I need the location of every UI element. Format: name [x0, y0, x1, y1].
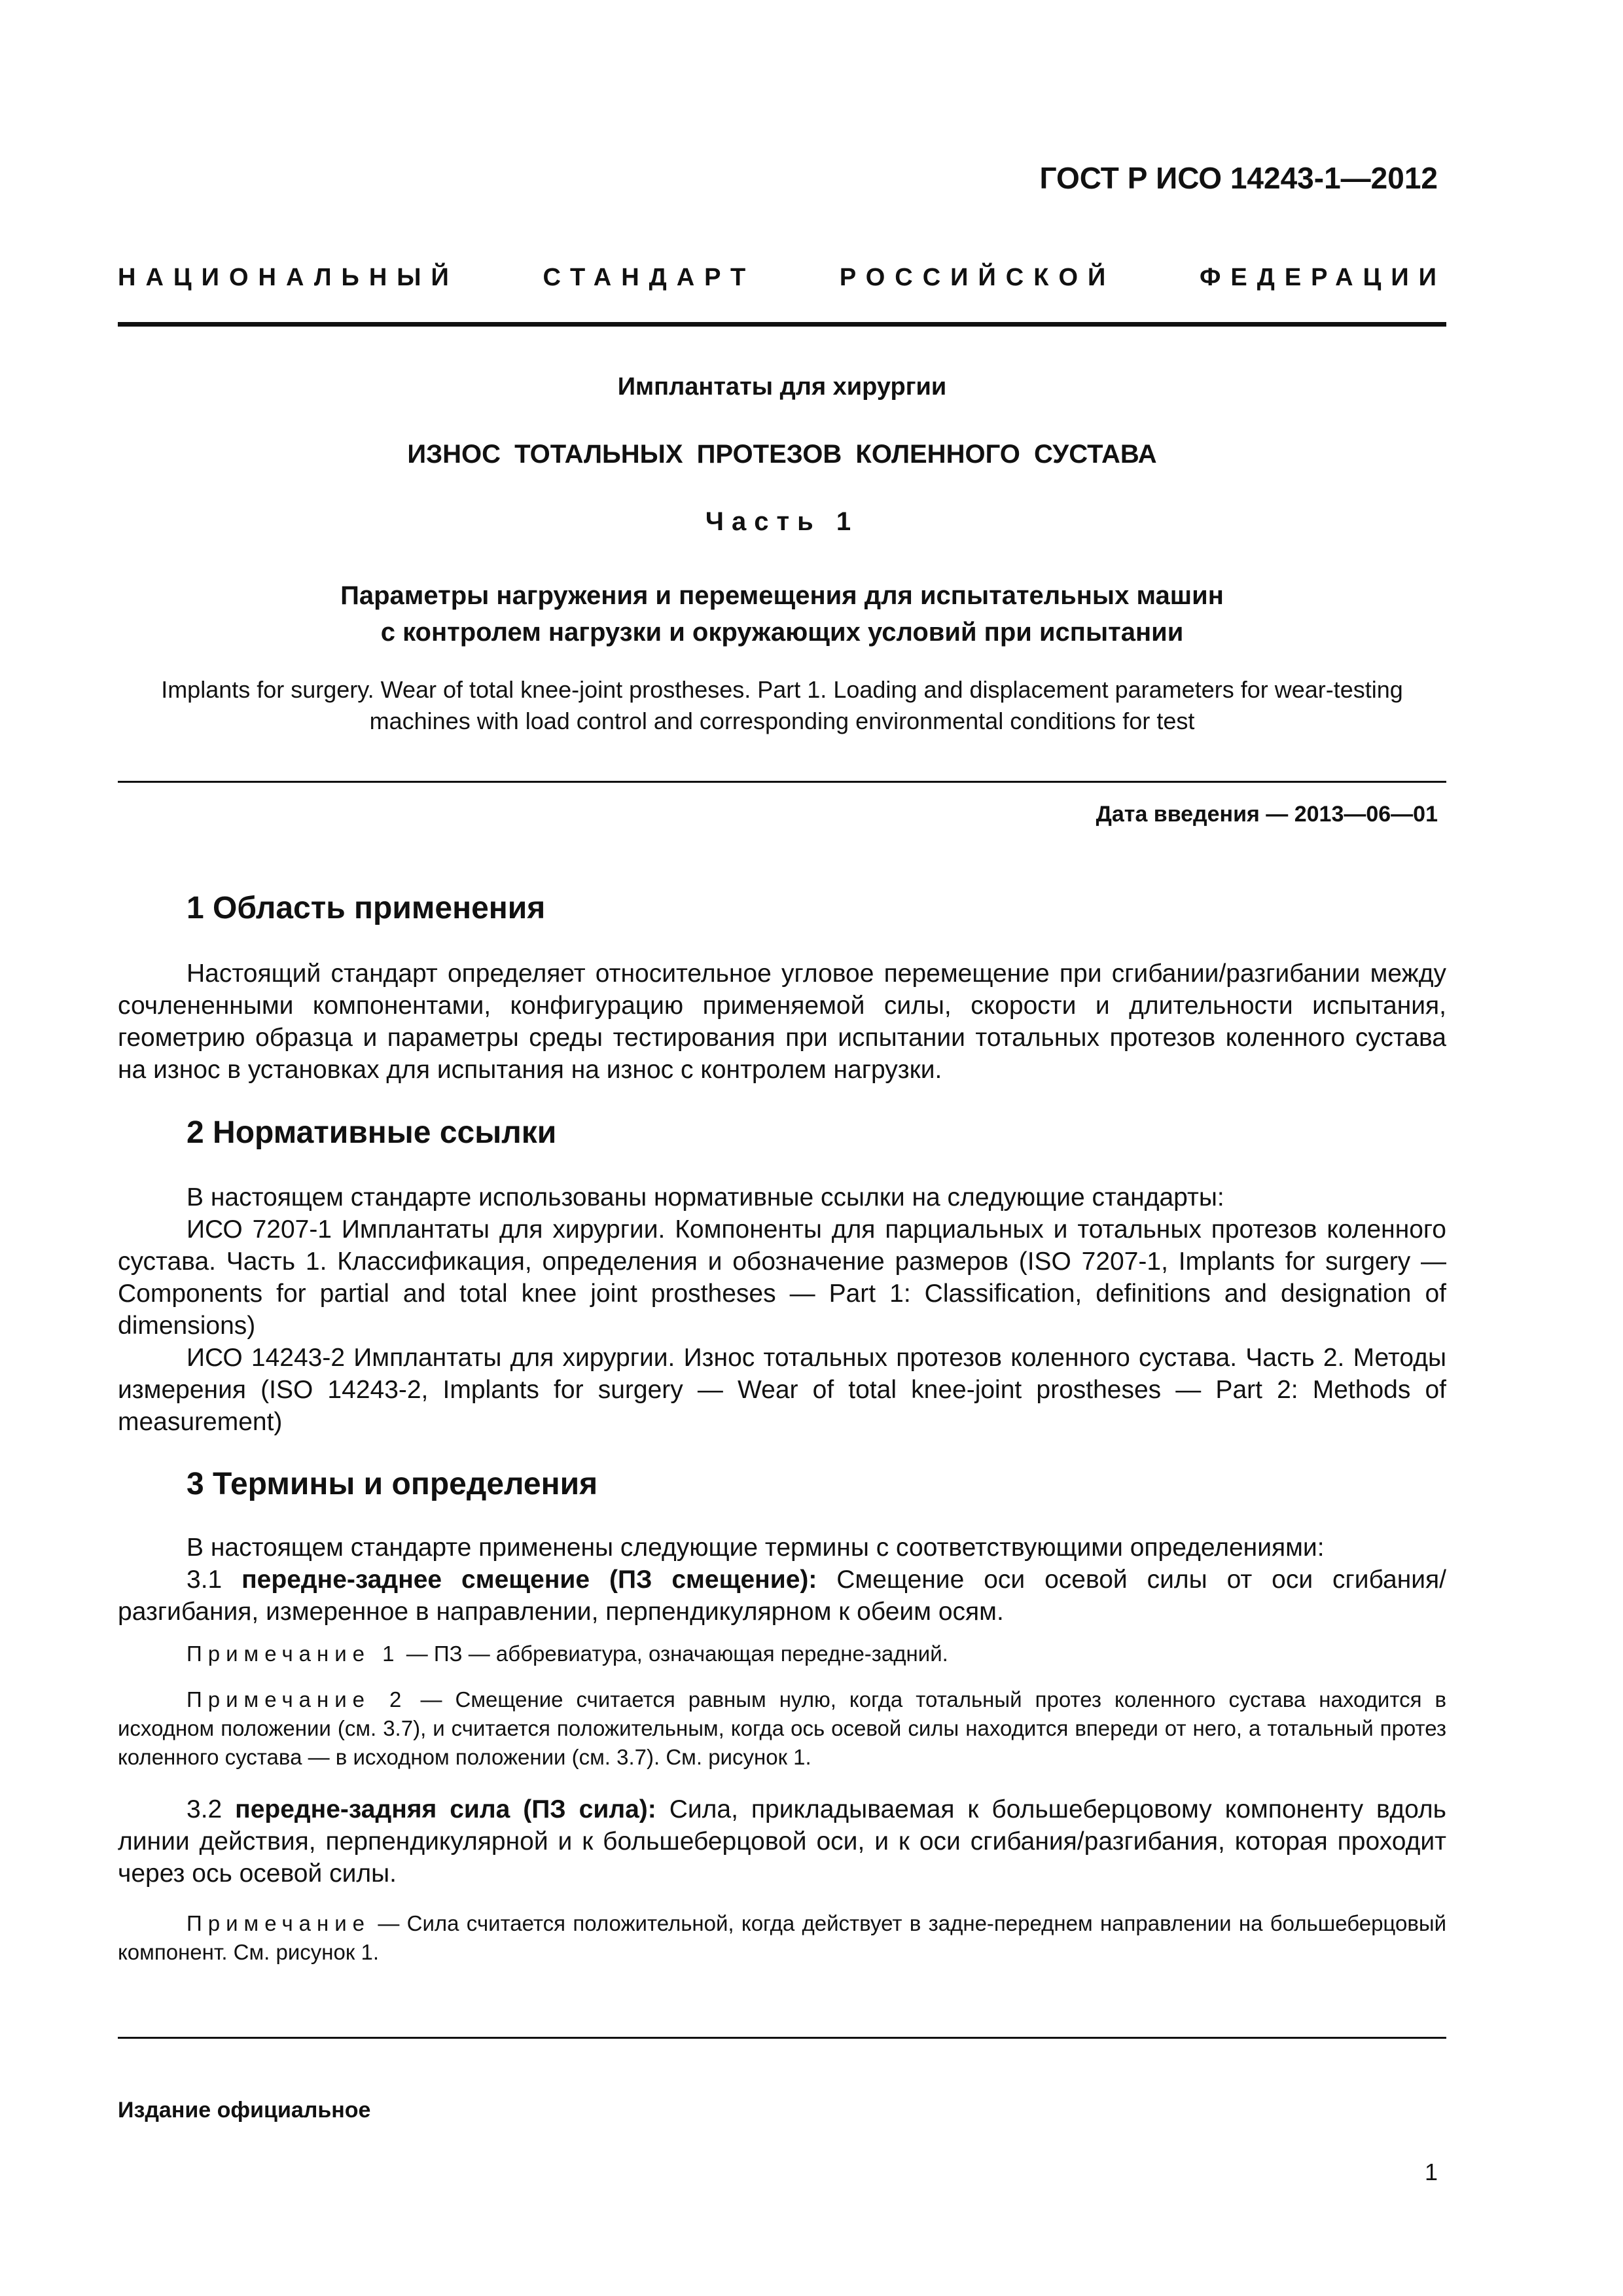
term-definition: Смещение оси осевой силы от оси сгибания/разгибания, измеренное в направлении, перпендикулярном к обеим осям.: [118, 1566, 1446, 1626]
header-divider: [118, 322, 1446, 327]
subtitle-line: Параметры нагружения и перемещения для испытательных машин: [340, 581, 1224, 610]
note-1: [118, 1640, 1446, 1668]
official-edition-label: Издание официальное: [118, 2098, 371, 2123]
footer-divider: [118, 2037, 1446, 2039]
title-part: Часть 1: [705, 507, 859, 536]
english-title-line: machines with load control and corresponding environmental conditions for test: [369, 708, 1195, 734]
standard-number: ГОСТ Р ИСО 14243-1—2012: [1039, 161, 1438, 195]
subtitle-line: с контролем нагрузки и окружающих условий при испытании: [380, 618, 1184, 647]
term-definition: Сила, прикладываемая к большеберцовому компоненту вдоль линии действия, перпендикулярной и к большеберцовой оси, и к оси сгибания/разгибания, которая проходит через ось осевой силы.: [118, 1795, 1446, 1888]
note-3: [118, 1909, 1446, 1967]
page-number: 1: [1424, 2159, 1438, 2185]
note-2: [118, 1685, 1446, 1772]
title-line-2: ИЗНОС ТОТАЛЬНЫХ ПРОТЕЗОВ КОЛЕННОГО СУСТАВА: [407, 440, 1157, 469]
section-2-body: [118, 1181, 1446, 1438]
note-label: Примечание 1: [187, 1641, 401, 1666]
section-2-heading: 2 Нормативные ссылки: [187, 1115, 557, 1150]
term-number: 3.1: [187, 1566, 223, 1594]
title-divider: [118, 781, 1446, 783]
section-3-paragraph: В настоящем стандарте применены следующие термины с соответствующими определениями:: [187, 1534, 1325, 1562]
banner-word: РОССИЙСКОЙ: [839, 264, 1116, 291]
banner-word: ФЕДЕРАЦИИ: [1199, 264, 1446, 291]
section-3-heading: 3 Термины и определения: [187, 1467, 598, 1501]
national-standard-banner: [118, 264, 1446, 292]
note-text: — Сила считается положительной, когда действует в задне-переднем направлении на большеберцовый компонент. См. рисунок 1.: [118, 1911, 1447, 1964]
note-label: Примечание: [187, 1911, 371, 1935]
term-3-1: [118, 1564, 1446, 1628]
english-title: [118, 674, 1446, 737]
reference-iso-14243-2: ИСО 14243-2 Имплантаты для хирургии. Износ тотальных протезов коленного сустава. Часть 2. Методы измерения (ISO 14243-2, Implants for surgery — Wear of total knee-joint prostheses — Part 2: Methods of measurement): [118, 1344, 1446, 1436]
note-label: Примечание 2: [187, 1687, 408, 1712]
term-name: передне-заднее смещение (ПЗ смещение):: [241, 1566, 817, 1594]
term-number: 3.2: [187, 1795, 223, 1823]
section-2-paragraph: В настоящем стандарте использованы нормативные ссылки на следующие стандарты:: [187, 1183, 1224, 1211]
title-line-1: Имплантаты для хирургии: [617, 373, 947, 401]
section-1-paragraph: Настоящий стандарт определяет относительное угловое перемещение при сгибании/разгибании между сочлененными компонентами, конфигурацию применяемой силы, скорости и длительности испытания, геометрию образца и параметры среды тестирования при испытании тотальных протезов коленного сустава на износ в установках для испытания на износ с контролем нагрузки.: [118, 960, 1446, 1084]
term-name: передне-задняя сила (ПЗ сила):: [235, 1795, 656, 1823]
note-text: — ПЗ — аббревиатура, означающая передне-задний.: [406, 1641, 948, 1666]
title-subtitle: [118, 577, 1446, 651]
banner-word: НАЦИОНАЛЬНЫЙ: [118, 264, 459, 291]
note-text: — Смещение считается равным нулю, когда тотальный протез коленного сустава находится в исходном положении (см. 3.7), и считается положительным, когда ось осевой силы находится впереди от него, а тотальный протез коленного сустава — в исходном положении (см. 3.7). См. рисунок 1.: [118, 1687, 1447, 1769]
banner-word: СТАНДАРТ: [543, 264, 756, 291]
term-3-2: [118, 1793, 1446, 1890]
section-1-heading: 1 Область применения: [187, 891, 546, 925]
english-title-line: Implants for surgery. Wear of total knee-joint prostheses. Part 1. Loading and displacement parameters for wear-testing: [161, 676, 1403, 703]
reference-iso-7207-1: ИСО 7207-1 Имплантаты для хирургии. Компоненты для парциальных и тотальных протезов коленного сустава. Часть 1. Классификация, определения и обозначение размеров (ISO 7207-1, Implants for surgery — Components for partial and total knee joint prostheses — Part 1: Classification, definitions and designation of dimensions): [118, 1215, 1446, 1340]
introduction-date: Дата введения — 2013—06—01: [1096, 802, 1438, 827]
section-3-body: [118, 1532, 1446, 1628]
